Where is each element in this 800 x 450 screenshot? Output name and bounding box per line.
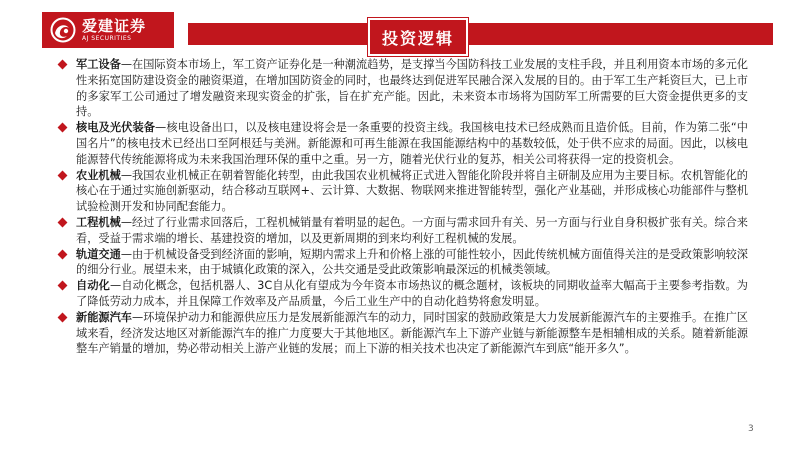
- item-text: —经过了行业需求回落后，工程机械销量有着明显的起色。一方面与需求回升有关、另一方面与行业自身积极扩张有关。综合来看，受益于需求端的增长、基建投资的增加，以及更新周期的到来均利好工程机械的发展。: [76, 215, 748, 245]
- item-text: —自动化概念，包括机器人、3C自从化有望成为今年资本市场热议的概念题材，该板块的同期收益率大幅高于主要参考指数。为了降低劳动力成本，并且保障工作效率及产品质量，今后工业生产中的自动化趋势将愈发明显。: [76, 279, 748, 308]
- title-plate: [368, 18, 468, 56]
- list-item: [58, 57, 748, 120]
- slide-header: [0, 0, 800, 62]
- item-text: —在国际资本市场上，军工资产证券化是一种潮流趋势，是支撑当今国防科技工业发展的支柱手段，并且利用资本市场的多元化性来拓宽国防建设资金的融资渠道，在增加国防资金的同时，也最终达到促进军民融合深入发展的目的。由于军工生产耗资巨大，已上市的多家军工公司通过了增发融资来现实资金的扩张，旨在扩充产能。因此，未来资本市场将为国防军工所需要的巨大资金提供更多的支持。: [76, 58, 748, 119]
- diamond-bullet-icon: [58, 218, 68, 228]
- logo-name-en: AJ SECURITIES: [82, 34, 132, 42]
- diamond-bullet-icon: [58, 170, 68, 180]
- list-item: [58, 247, 748, 279]
- diamond-bullet-icon: [58, 312, 68, 322]
- title-band: [188, 23, 773, 45]
- slide-title: 投资逻辑: [381, 28, 454, 48]
- swirl-logo-icon: [50, 17, 76, 43]
- item-text: —我国农业机械正在朝着智能化转型，由此我国农业机械将正式进入智能化阶段并将自主研制及应用为主要目标。农机智能化的核心在于通过实施创新驱动，结合移动互联网+、云计算、大数据、物联网来推进智能转型，强化产业基础，并形成核心功能部件与整机试验检测开发和协同配套能力。: [76, 168, 748, 214]
- item-title: 轨道交通: [76, 247, 121, 261]
- diamond-bullet-icon: [58, 123, 68, 133]
- item-title: 军工设备: [76, 58, 121, 71]
- item-title: 新能源汽车: [76, 310, 132, 324]
- item-title: 自动化: [76, 279, 110, 293]
- item-text: —核电设备出口，以及核电建设将会是一条重要的投资主线。我国核电技术已经成熟而且造价低。目前，作为第二张“中国名片”的核电技术已经出口至阿根廷与美洲。新能源和可再生能源在我国能源结构中的基数较低，处于供不应求的局面。因此，以核电能源替代传统能源将成为未来我国治理环保的重中之重。另一方，随着光伏行业的复苏，相关公司将获得一定的投资机会。: [76, 121, 748, 166]
- diamond-bullet-icon: [58, 249, 68, 259]
- company-logo: [42, 12, 174, 48]
- item-title: 核电及光伏装备: [76, 121, 156, 135]
- list-item: [58, 215, 748, 247]
- list-item: [58, 120, 748, 167]
- diamond-bullet-icon: [58, 60, 68, 70]
- page-number: 3: [748, 424, 754, 434]
- item-text: —由于机械设备受到经济面的影响，短期内需求上升和价格上涨的可能性较小，因此传统机械方面值得关注的是受政策影响较深的细分行业。展望未来，由于城镇化政策的深入，公共交通是受此政策影响最深远的机械类领域。: [76, 247, 748, 277]
- list-item: [58, 310, 748, 357]
- investment-logic-list: [58, 57, 748, 357]
- list-item: [58, 168, 748, 215]
- item-title: 农业机械: [76, 168, 121, 182]
- item-title: 工程机械: [76, 215, 121, 229]
- item-text: —环境保护动力和能源供应压力是发展新能源汽车的动力，同时国家的鼓励政策是大力发展新能源汽车的主要推手。在推广区域来看，经济发达地区对新能源汽车的推广力度要大于其他地区。新能源汽车上下游产业链与新能源整车是相辅相成的关系。随着新能源整车产销量的增加，势必带动相关上游产业链的发展；而上下游的相关技术也决定了新能源汽车到底“能开多久”。: [76, 310, 748, 356]
- list-item: [58, 278, 748, 310]
- logo-name-cn: 爱建证券: [82, 16, 147, 35]
- diamond-bullet-icon: [58, 281, 68, 291]
